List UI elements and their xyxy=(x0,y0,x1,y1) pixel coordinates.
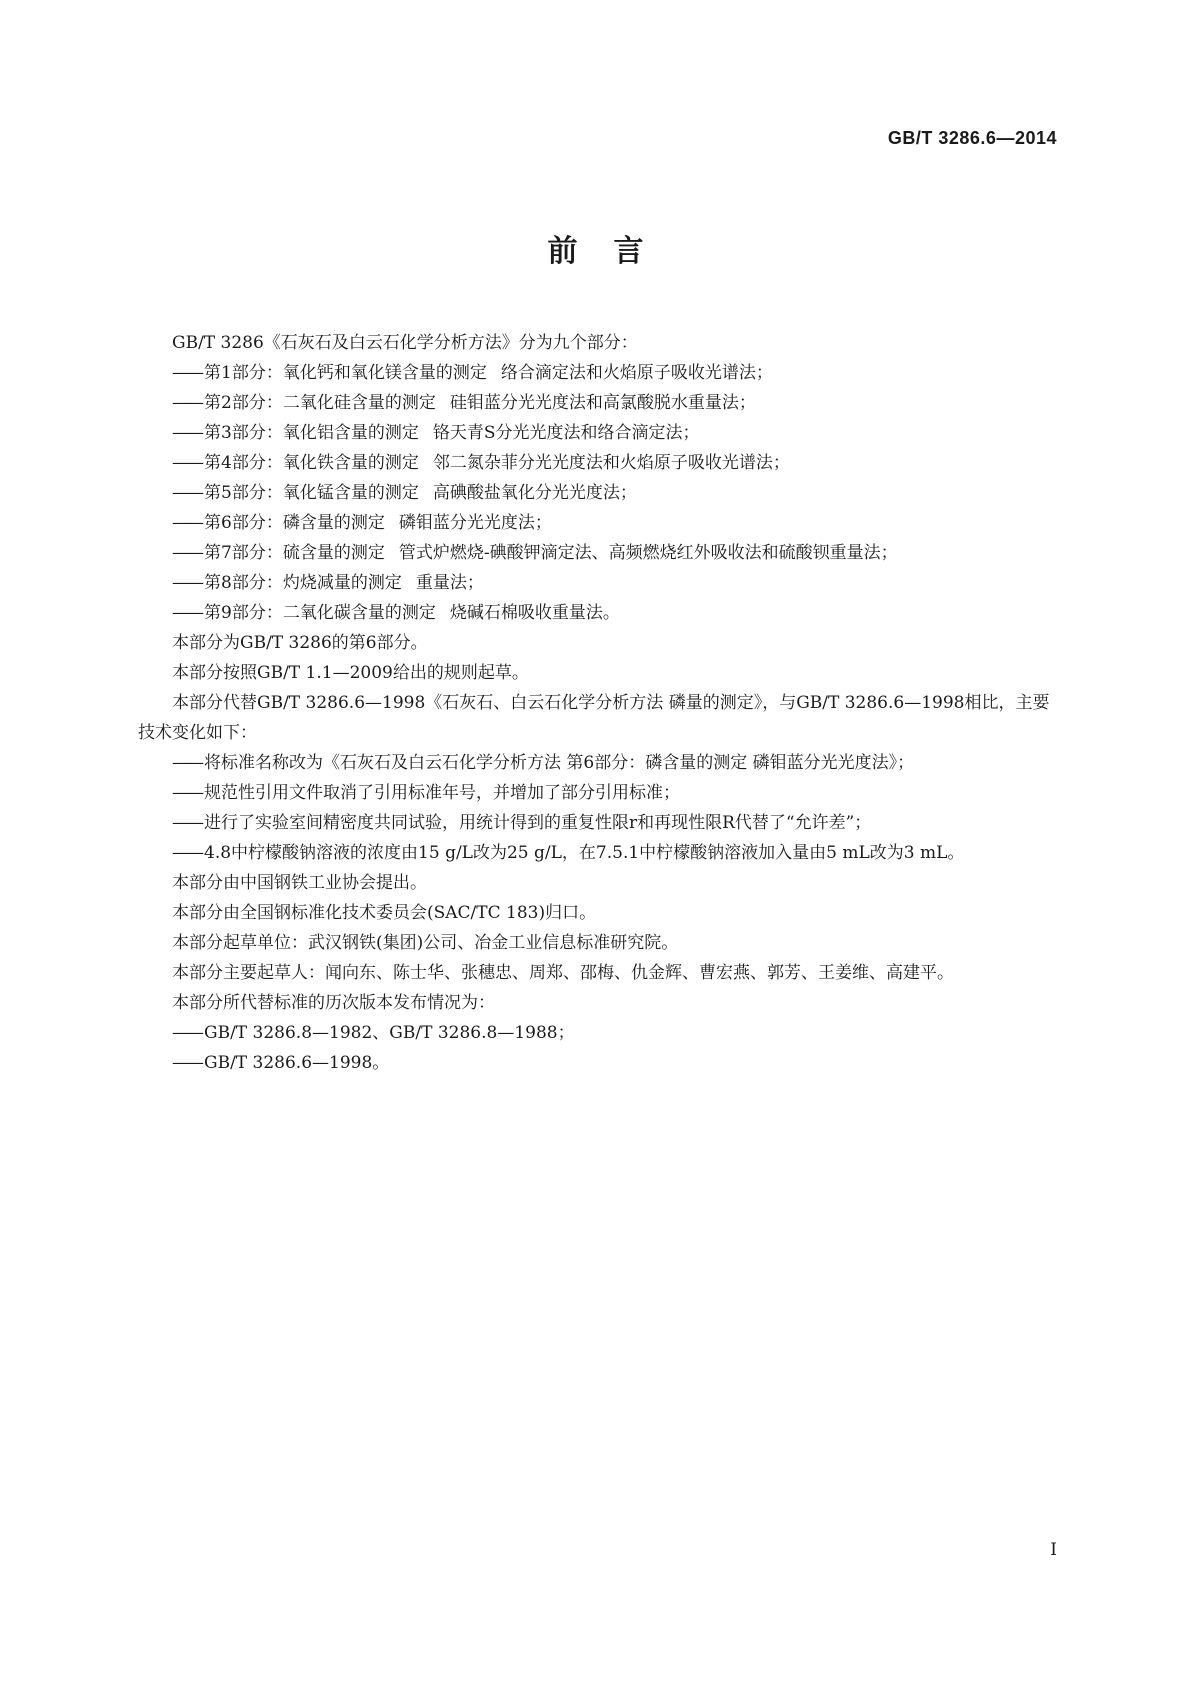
list-item: —— 第1部分：氧化钙和氧化镁含量的测定 络合滴定法和火焰原子吸收光谱法； xyxy=(138,358,1063,388)
list-item: —— 第6部分：磷含量的测定 磷钼蓝分光光度法； xyxy=(138,508,1063,538)
drafters: 本部分主要起草人：闻向东、陈士华、张穗忠、周郑、邵梅、仇金辉、曹宏燕、郭芳、王姜维、高建平。 xyxy=(172,963,954,983)
list-item: —— 第3部分：氧化铝含量的测定 铬天青S分光光度法和络合滴定法； xyxy=(138,418,1063,448)
intro-paragraph: GB/T 3286《石灰石及白云石化学分析方法》分为九个部分： xyxy=(172,333,638,353)
standard-code: GB/T 3286.6—2014 xyxy=(887,128,1057,148)
list-item: —— 第4部分：氧化铁含量的测定 邻二氮杂菲分光光度法和火焰原子吸收光谱法； xyxy=(138,448,1063,478)
history-intro: 本部分所代替标准的历次版本发布情况为： xyxy=(172,993,495,1013)
replacement-paragraph: 本部分代替GB/T 3286.6—1998《石灰石、白云石化学分析方法 磷量的测定》，与GB/T 3286.6—1998相比，主要技术变化如下： xyxy=(138,693,1050,743)
proposed-by: 本部分由中国钢铁工业协会提出。 xyxy=(172,873,427,893)
list-item: —— 第8部分：灼烧减量的测定 重量法； xyxy=(138,568,1063,598)
parts-list xyxy=(138,358,1063,628)
centralized-by: 本部分由全国钢标准化技术委员会(SAC/TC 183)归口。 xyxy=(172,903,597,923)
list-item: —— 进行了实验室间精密度共同试验，用统计得到的重复性限r和再现性限R代替了“允许差”； xyxy=(138,808,1063,838)
list-item: —— 4.8中柠檬酸钠溶液的浓度由15 g/L改为25 g/L，在7.5.1中柠檬酸钠溶液加入量由5 mL改为3 mL。 xyxy=(138,838,1063,868)
list-item: —— GB/T 3286.6—1998。 xyxy=(138,1048,1063,1078)
page-number: I xyxy=(1050,1540,1057,1560)
part-statement: 本部分为GB/T 3286的第6部分。 xyxy=(172,633,428,653)
list-item: —— 第9部分：二氧化碳含量的测定 烧碱石棉吸收重量法。 xyxy=(138,598,1063,628)
list-item: —— 第5部分：氧化锰含量的测定 高碘酸盐氧化分光光度法； xyxy=(138,478,1063,508)
changes-list xyxy=(138,748,1063,868)
history-list xyxy=(138,1018,1063,1078)
list-item: —— 第2部分：二氧化硅含量的测定 硅钼蓝分光光度法和高氯酸脱水重量法； xyxy=(138,388,1063,418)
list-item: —— 规范性引用文件取消了引用标准年号，并增加了部分引用标准； xyxy=(138,778,1063,808)
drafting-units: 本部分起草单位：武汉钢铁(集团)公司、冶金工业信息标准研究院。 xyxy=(172,933,679,953)
drafting-rule: 本部分按照GB/T 1.1—2009给出的规则起草。 xyxy=(172,663,529,683)
page-title: 前言 xyxy=(547,234,680,269)
list-item: —— 将标准名称改为《石灰石及白云石化学分析方法 第6部分：磷含量的测定 磷钼蓝分光光度法》； xyxy=(138,748,1063,778)
list-item: —— 第7部分：硫含量的测定 管式炉燃烧-碘酸钾滴定法、高频燃烧红外吸收法和硫酸钡重量法； xyxy=(138,538,1063,568)
foreword-body xyxy=(138,328,1063,1078)
list-item: —— GB/T 3286.8—1982、GB/T 3286.8—1988； xyxy=(138,1018,1063,1048)
